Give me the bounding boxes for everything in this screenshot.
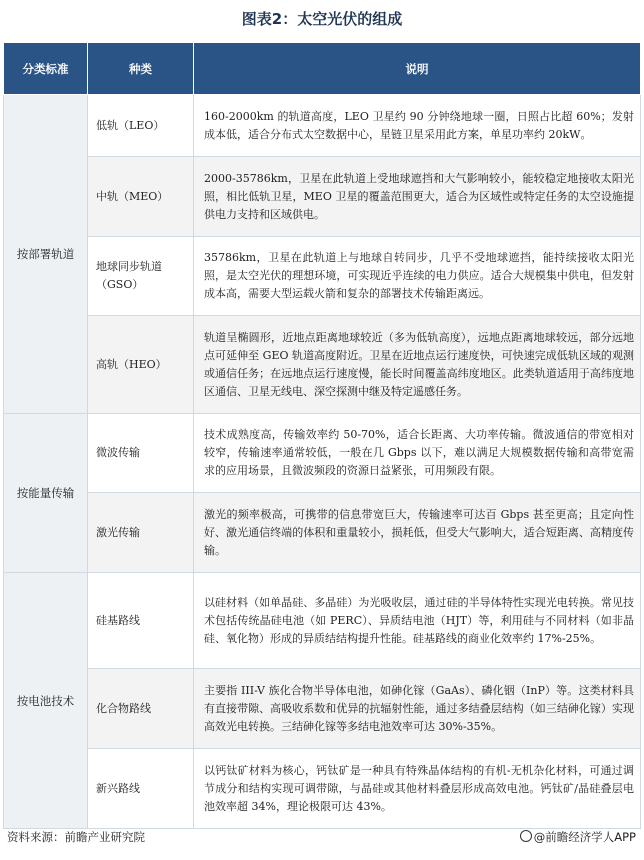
description-cell: 主要指 III-V 族化合物半导体电池，如砷化镓（GaAs）、磷化铟（InP）等。这类材料具有直接带隙、高吸收系数和优异的抗辐射性能，通过多结叠层结构（如三结砷化镓）实现高效光电转换。三结砷化镓等多结电池效率可达 30%-35%。 (194, 669, 641, 749)
header-category: 分类标准 (4, 43, 88, 95)
brand-label: @前瞻经济学人APP (533, 830, 636, 844)
table-row (4, 749, 641, 829)
type-cell: 地球同步轨道（GSO） (88, 237, 194, 316)
brand-attribution (520, 829, 636, 845)
header-description: 说明 (194, 43, 641, 95)
category-cell: 按电池技术 (4, 573, 88, 829)
type-cell: 微波传输 (88, 414, 194, 493)
description-cell: 轨道呈椭圆形，近地点距离地球较近（多为低轨高度），远地点距离地球较远，部分远地点可延伸至 GEO 轨道高度附近。卫星在近地点运行速度快，可快速完成低轨区域的观测或通信任务；在远地点运行速度慢，能长时间覆盖高纬度地区。此类轨道适用于高纬度地区通信、卫星无线电、深空探测中继及特定遥感任务。 (194, 316, 641, 414)
description-cell: 160-2000km 的轨道高度，LEO 卫星约 90 分钟绕地球一圈，日照占比超 60%；发射成本低，适合分布式太空数据中心，星链卫星采用此方案，单星功率约 20kW。 (194, 95, 641, 157)
description-cell: 35786km，卫星在此轨道上与地球自转同步，几乎不受地球遮挡，能持续接收太阳光照，是太空光伏的理想环境，可实现近乎连续的电力供应。适合大规模集中供电，但发射成本高，需要大型运载火箭和复杂的部署技术传输距离远。 (194, 237, 641, 316)
brand-logo-icon (520, 830, 532, 842)
source-note: 资料来源：前瞻产业研究院 (7, 830, 145, 844)
header-type: 种类 (88, 43, 194, 95)
table-title: 图表2：太空光伏的组成 (241, 10, 403, 28)
description-cell: 以钙钛矿材料为核心，钙钛矿是一种具有特殊晶体结构的有机-无机杂化材料，可通过调节成分和结构实现可调带隙，与晶硅或其他材料叠层形成高效电池。钙钛矿/晶硅叠层电池效率超 34%，理论极限可达 43%。 (194, 749, 641, 829)
category-cell: 按能量传输 (4, 414, 88, 573)
table-row (4, 573, 641, 669)
table-row (4, 316, 641, 414)
category-cell: 按部署轨道 (4, 95, 88, 414)
type-cell: 新兴路线 (88, 749, 194, 829)
table-row (4, 493, 641, 573)
type-cell: 高轨（HEO） (88, 316, 194, 414)
description-cell: 激光的频率极高，可携带的信息带宽巨大，传输速率可达百 Gbps 甚至更高；且定向性好、激光通信终端的体积和重量较小，损耗低，但受大气影响大，适合短距离、高精度传输。 (194, 493, 641, 573)
header-row (4, 43, 641, 95)
type-cell: 化合物路线 (88, 669, 194, 749)
table-row (4, 237, 641, 316)
table-row (4, 95, 641, 157)
type-cell: 激光传输 (88, 493, 194, 573)
type-cell: 硅基路线 (88, 573, 194, 669)
table-row (4, 414, 641, 493)
description-cell: 以硅材料（如单晶硅、多晶硅）为光吸收层，通过硅的半导体特性实现光电转换。常见技术包括传统晶硅电池（如 PERC）、异质结电池（HJT）等，利用硅与不同材料（如非晶硅、氧化物）形成的异质结结构提升性能。硅基路线的商业化效率约 17%-25%。 (194, 573, 641, 669)
table-row (4, 669, 641, 749)
type-cell: 中轨（MEO） (88, 157, 194, 237)
description-cell: 2000-35786km，卫星在此轨道上受地球遮挡和大气影响较小，能较稳定地接收太阳光照，相比低轨卫星，MEO 卫星的覆盖范围更大，适合为区域性或特定任务的太空设施提供电力支持和区域供电。 (194, 157, 641, 237)
composition-table (3, 42, 641, 829)
type-cell: 低轨（LEO） (88, 95, 194, 157)
table-row (4, 157, 641, 237)
description-cell: 技术成熟度高，传输效率约 50-70%，适合长距离、大功率传输。微波通信的带宽相对较窄，传输速率通常较低，一般在几 Gbps 以下，难以满足大规模数据传输和高带宽需求的应用场景，且微波频段的资源日益紧张，可用频段有限。 (194, 414, 641, 493)
